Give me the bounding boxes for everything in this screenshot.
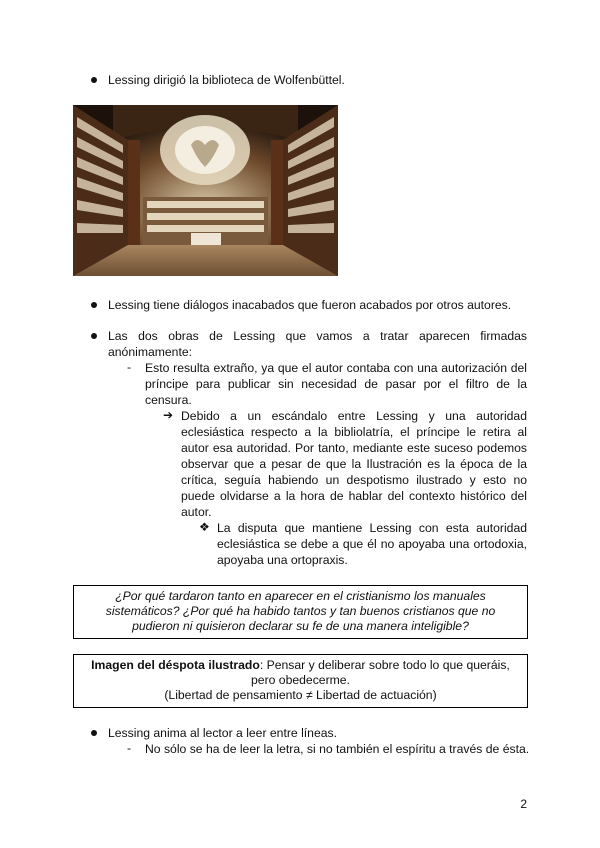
right-arrow-icon: ➔ xyxy=(163,408,174,422)
bullet-text-read-between-lines: Lessing anima al lector a leer entre líneas. xyxy=(108,726,337,740)
despot-box xyxy=(73,654,528,708)
bullet-dot-icon xyxy=(91,77,97,83)
despot-label: Imagen del déspota ilustrado xyxy=(91,658,260,672)
dash-bullet-icon: - xyxy=(127,360,132,374)
bullet-text-library: Lessing dirigió la biblioteca de Wolfenbüttel. xyxy=(108,73,345,87)
library-photo xyxy=(73,105,338,276)
sub-text-scandal: Debido a un escándalo entre Lessing y una autoridad eclesiástica respecto a la bibliolatría, el príncipe le retira al autor esa autoridad. Por tanto, mediante este suceso podemos observar que a pesar de que la Ilustración es la época de la crítica, seguía habiendo un despotismo ilustrado y esto no puede olvidarse a la hora de hablar del contexto histórico del autor. xyxy=(181,409,527,519)
despot-text: : Pensar y deliberar sobre todo lo que queráis, pero obedecerme. xyxy=(251,658,510,687)
bullet-text-dialogues: Lessing tiene diálogos inacabados que fueron acabados por otros autores. xyxy=(108,298,512,312)
bullet-dot-icon xyxy=(91,730,97,736)
question-text: ¿Por qué tardaron tanto en aparecer en el cristianismo los manuales sistemáticos? ¿Por qué ha habido tantos y tan buenos cristianos que no pudieron ni quisieron declarar su fe de una manera inteligible? xyxy=(105,589,496,633)
bullet-dot-icon xyxy=(91,333,97,339)
wolfenbuttel-library-image xyxy=(73,105,338,276)
despot-note: (Libertad de pensamiento ≠ Libertad de actuación) xyxy=(164,688,437,702)
bullet-dot-icon xyxy=(91,302,97,308)
question-box xyxy=(73,585,528,639)
sub-text-orthopraxis: La disputa que mantiene Lessing con esta autoridad eclesiástica se debe a que él no apoyaba una ortodoxia, apoyaba una ortopraxis. xyxy=(217,521,527,567)
bullet-text-anonymous-works: Las dos obras de Lessing que vamos a tratar aparecen firmadas anónimamente: xyxy=(108,329,527,359)
dash-bullet-icon: - xyxy=(127,741,132,755)
sub-text-authorization: Esto resulta extraño, ya que el autor contaba con una autorización del príncipe para publicar sin necesidad de pasar por el filtro de la censura. xyxy=(145,361,527,407)
sub-text-letter-spirit: No sólo se ha de leer la letra, si no también el espíritu a través de ésta. xyxy=(145,742,530,756)
page-number: 2 xyxy=(520,797,527,811)
diamond-bullet-icon: ❖ xyxy=(199,520,210,534)
